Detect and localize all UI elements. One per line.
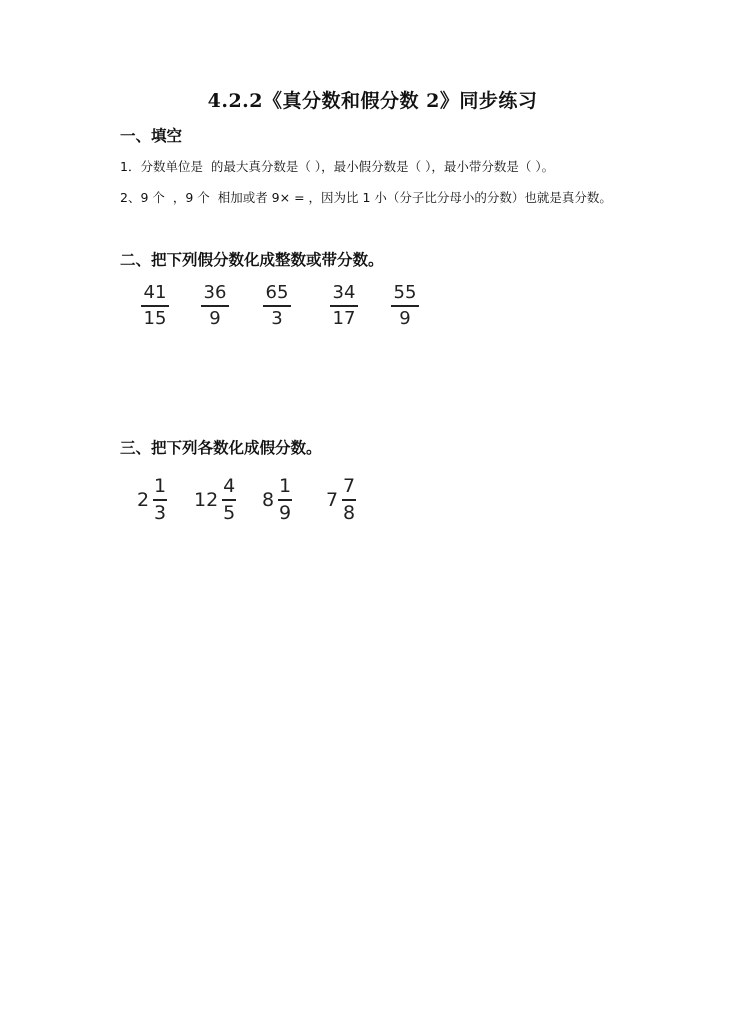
question-2: 2、9 个 ，9 个 相加或者 9× = ，因为比 1 小（分子比分母小的分数）也就是真分数。 xyxy=(120,190,612,205)
mixed-number xyxy=(326,477,356,523)
page-title: 4.2.2《真分数和假分数 2》同步练习 xyxy=(207,90,538,112)
fraction-denominator: 5 xyxy=(223,501,236,524)
fraction-numerator: 55 xyxy=(393,282,417,303)
question-1: 1．分数单位是 的最大真分数是（ ），最小假分数是（ ），最小带分数是（ ）。 xyxy=(120,159,555,174)
fraction-denominator: 9 xyxy=(279,501,292,524)
mixed-number xyxy=(194,477,236,523)
fraction-denominator: 17 xyxy=(332,307,356,329)
fraction-denominator: 9 xyxy=(209,307,221,329)
mixed-fraction xyxy=(222,477,236,523)
improper-fraction xyxy=(263,284,291,328)
improper-fraction xyxy=(141,284,169,328)
fraction-denominator: 8 xyxy=(343,501,356,524)
mixed-fraction xyxy=(153,477,167,523)
mixed-fraction xyxy=(342,477,356,523)
fraction-numerator: 4 xyxy=(223,475,236,497)
fraction-numerator: 41 xyxy=(143,282,167,303)
fraction-denominator: 15 xyxy=(143,307,167,329)
fraction-denominator: 9 xyxy=(399,307,411,329)
mixed-whole: 8 xyxy=(262,488,275,511)
improper-fraction xyxy=(330,284,358,328)
mixed-number xyxy=(262,477,292,523)
improper-fraction xyxy=(391,284,419,328)
section-mixed-numbers-heading: 三、把下列各数化成假分数。 xyxy=(120,439,322,457)
fraction-numerator: 36 xyxy=(203,282,227,303)
mixed-number xyxy=(137,477,167,523)
section-improper-fractions-heading: 二、把下列假分数化成整数或带分数。 xyxy=(120,251,384,269)
fraction-numerator: 7 xyxy=(343,475,356,497)
section-fill-in-heading: 一、填空 xyxy=(120,127,183,145)
fraction-numerator: 65 xyxy=(265,282,289,303)
fraction-numerator: 1 xyxy=(154,475,167,497)
mixed-whole: 7 xyxy=(326,488,339,511)
fraction-numerator: 1 xyxy=(279,475,292,497)
mixed-whole: 12 xyxy=(194,488,219,511)
mixed-whole: 2 xyxy=(137,488,150,511)
improper-fraction xyxy=(201,284,229,328)
mixed-fraction xyxy=(278,477,292,523)
fraction-denominator: 3 xyxy=(154,501,167,524)
fraction-denominator: 3 xyxy=(271,307,283,329)
fraction-numerator: 34 xyxy=(332,282,356,303)
